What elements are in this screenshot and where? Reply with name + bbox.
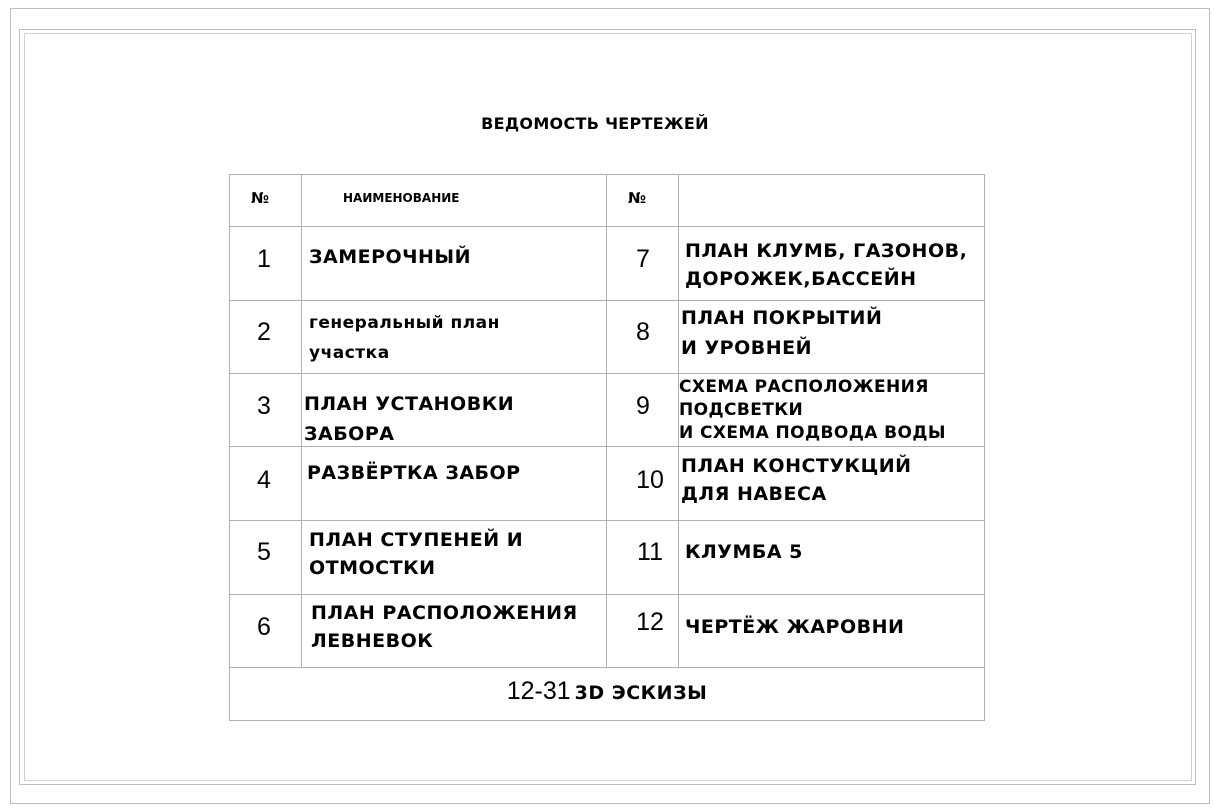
row-number: 11 xyxy=(637,538,663,566)
drawing-name: ПЛАН РАСПОЛОЖЕНИЯ ЛЕВНЕВОК xyxy=(311,602,578,652)
row-number: 7 xyxy=(636,245,650,273)
drawing-name: КЛУМБА 5 xyxy=(685,541,803,563)
document-title: ВЕДОМОСТЬ ЧЕРТЕЖЕЙ xyxy=(481,114,709,133)
drawing-name: ПЛАН УСТАНОВКИ ЗАБОРА xyxy=(304,393,515,445)
row-number: 10 xyxy=(636,466,664,494)
footer-range: 12-31 xyxy=(506,677,571,705)
row-number: 4 xyxy=(257,466,271,494)
header-number-left: № xyxy=(251,189,270,207)
row-number: 8 xyxy=(636,318,650,346)
row-number: 5 xyxy=(257,538,271,566)
row-number: 9 xyxy=(636,392,650,420)
row-number: 12 xyxy=(636,608,664,636)
row-number: 6 xyxy=(257,613,271,641)
header-number-right: № xyxy=(628,189,647,207)
row-number: 3 xyxy=(257,392,271,420)
row-number: 1 xyxy=(257,245,271,273)
drawing-name: ПЛАН ПОКРЫТИЙ И УРОВНЕЙ xyxy=(681,307,883,359)
drawing-name: РАЗВЁРТКА ЗАБОР xyxy=(307,462,521,484)
drawings-table xyxy=(229,174,985,721)
drawing-name: ЗАМЕРОЧНЫЙ xyxy=(309,246,472,268)
drawing-name: генеральный план участка xyxy=(309,313,500,363)
drawing-name: ПЛАН КЛУМБ, ГАЗОНОВ, ДОРОЖЕК,БАССЕЙН xyxy=(685,240,968,290)
drawing-name: ПЛАН СТУПЕНЕЙ И ОТМОСТКИ xyxy=(309,529,524,579)
row-number: 2 xyxy=(257,318,271,346)
drawing-name: СХЕМА РАСПОЛОЖЕНИЯ ПОДСВЕТКИ И СХЕМА ПОДВОДА ВОДЫ xyxy=(679,377,946,443)
drawing-name: ЧЕРТЁЖ ЖАРОВНИ xyxy=(685,616,905,638)
drawing-name: ПЛАН КОНСТУКЦИЙ ДЛЯ НАВЕСА xyxy=(681,455,912,505)
header-name-left: НАИМЕНОВАНИЕ xyxy=(343,191,460,205)
footer-label: 3D ЭСКИЗЫ xyxy=(574,682,708,704)
footer-row xyxy=(229,677,985,706)
